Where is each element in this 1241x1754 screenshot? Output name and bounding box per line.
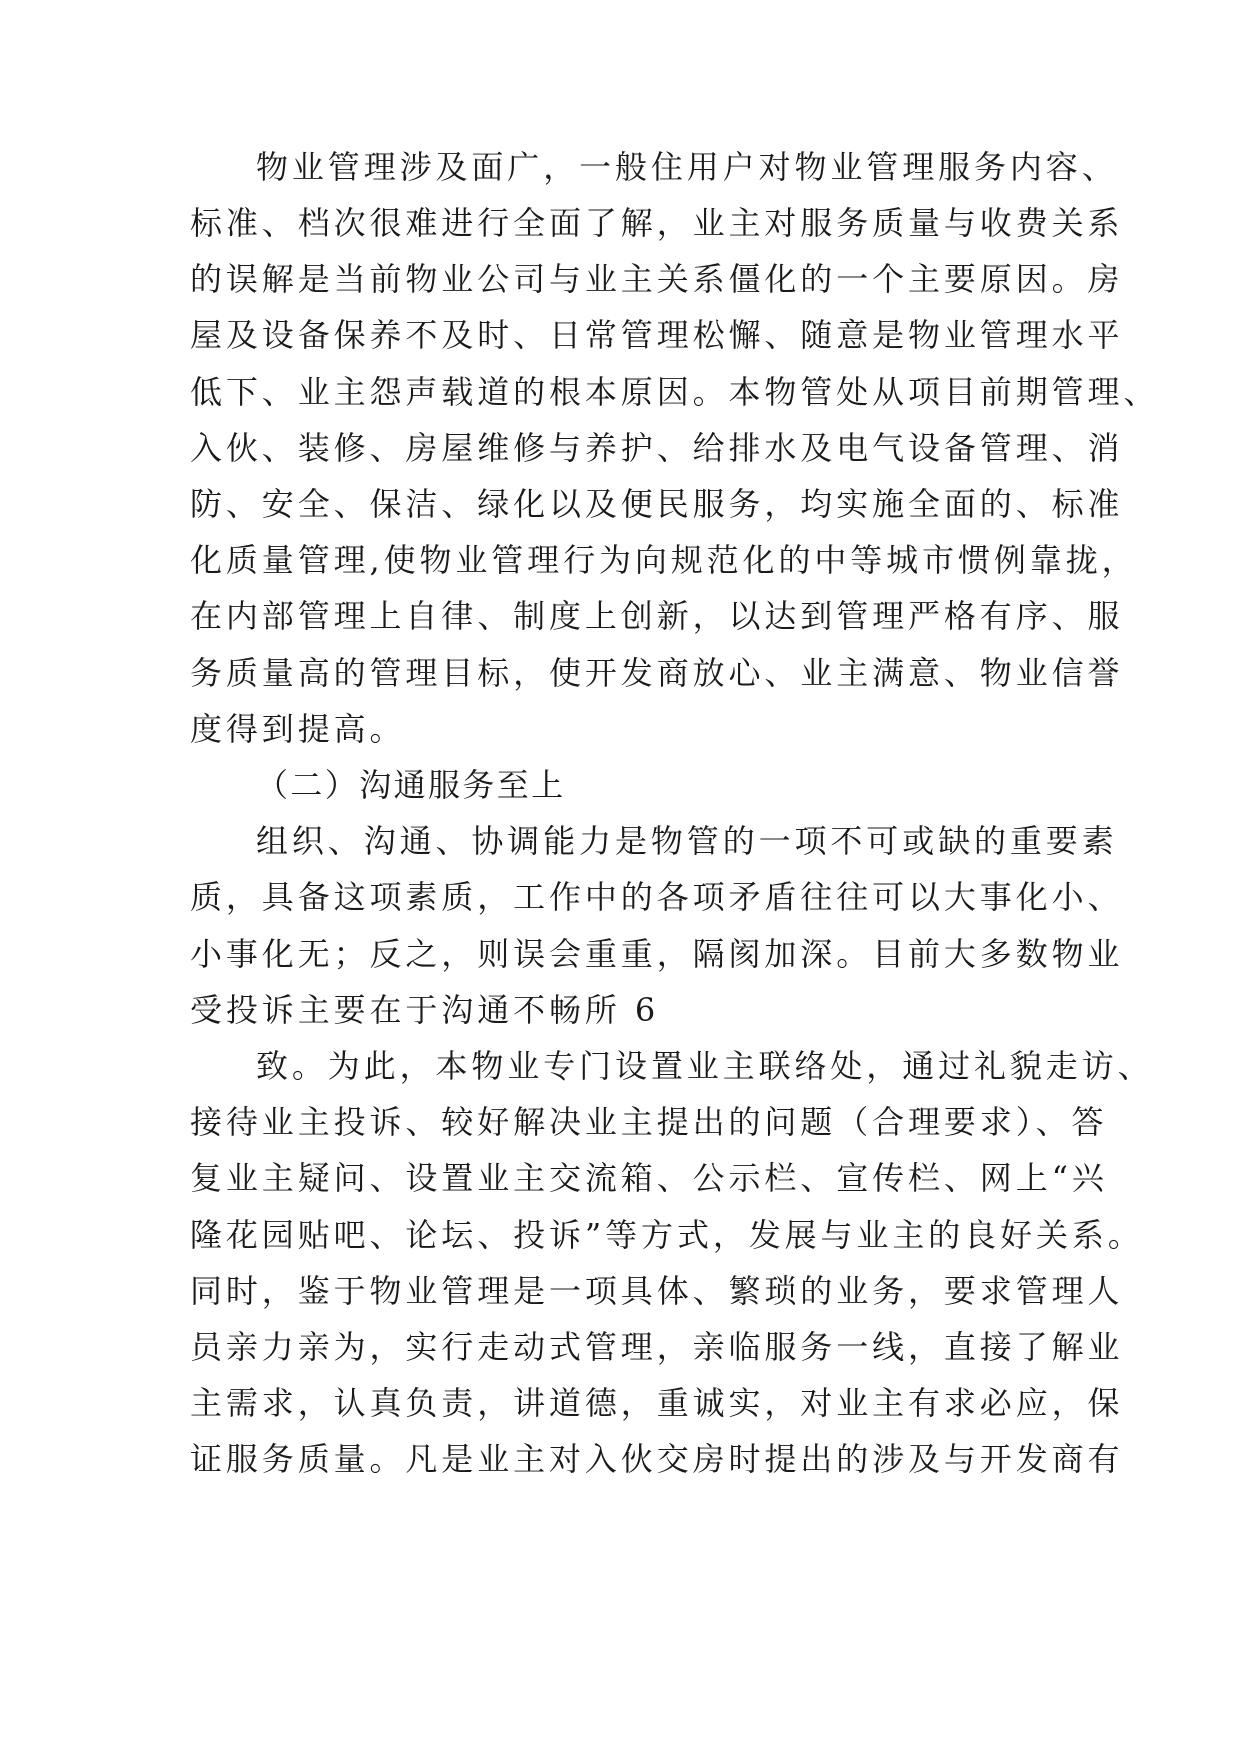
paragraph-line: 员亲力亲为，实行走动式管理，亲临服务一线，直接了解业 — [190, 1328, 1124, 1366]
paragraph-line: 在内部管理上自律、制度上创新，以达到管理严格有序、服 — [190, 597, 1124, 635]
section-heading: （二）沟通服务至上 — [256, 766, 566, 804]
paragraph-line: 受投诉主要在于沟通不畅所 6 — [190, 991, 660, 1029]
paragraph-line: 物业管理涉及面广，一般住用户对物业管理服务内容、 — [256, 148, 1118, 186]
paragraph-line: 同时，鉴于物业管理是一项具体、繁琐的业务，要求管理人 — [190, 1272, 1124, 1310]
paragraph-line: 组织、沟通、协调能力是物管的一项不可或缺的重要素 — [256, 822, 1118, 860]
paragraph-line: 小事化无；反之，则误会重重，隔阂加深。目前大多数物业 — [190, 935, 1124, 973]
paragraph-line: 主需求，认真负责，讲道德，重诚实，对业主有求必应，保 — [190, 1384, 1124, 1422]
paragraph-line: 屋及设备保养不及时、日常管理松懈、随意是物业管理水平 — [190, 316, 1124, 354]
paragraph-line: 复业主疑问、设置业主交流箱、公示栏、宣传栏、网上“兴 — [190, 1159, 1108, 1197]
paragraph-line: 隆花园贴吧、论坛、投诉”等方式，发展与业主的良好关系。 — [190, 1216, 1144, 1254]
paragraph-line: 质，具备这项素质，工作中的各项矛盾往往可以大事化小、 — [190, 878, 1124, 916]
paragraph-line: 防、安全、保洁、绿化以及便民服务，均实施全面的、标准 — [190, 485, 1124, 523]
paragraph-line: 标准、档次很难进行全面了解，业主对服务质量与收费关系 — [190, 204, 1124, 242]
paragraph-line: 的误解是当前物业公司与业主关系僵化的一个主要原因。房 — [190, 260, 1124, 298]
paragraph-line: 化质量管理,使物业管理行为向规范化的中等城市惯例靠拢， — [190, 541, 1138, 579]
paragraph-line: 致。为此，本物业专门设置业主联络处，通过礼貌走访、 — [256, 1047, 1154, 1085]
paragraph-line: 接待业主投诉、较好解决业主提出的问题（合理要求）、答 — [190, 1103, 1108, 1141]
paragraph-line: 低下、业主怨声载道的根本原因。本物管处从项目前期管理、 — [190, 373, 1160, 411]
paragraph-line: 证服务质量。凡是业主对入伙交房时提出的涉及与开发商有 — [190, 1440, 1124, 1478]
paragraph-line: 务质量高的管理目标，使开发商放心、业主满意、物业信誉 — [190, 654, 1124, 692]
paragraph-line: 度得到提高。 — [190, 710, 406, 748]
paragraph-line: 入伙、装修、房屋维修与养护、给排水及电气设备管理、消 — [190, 429, 1124, 467]
